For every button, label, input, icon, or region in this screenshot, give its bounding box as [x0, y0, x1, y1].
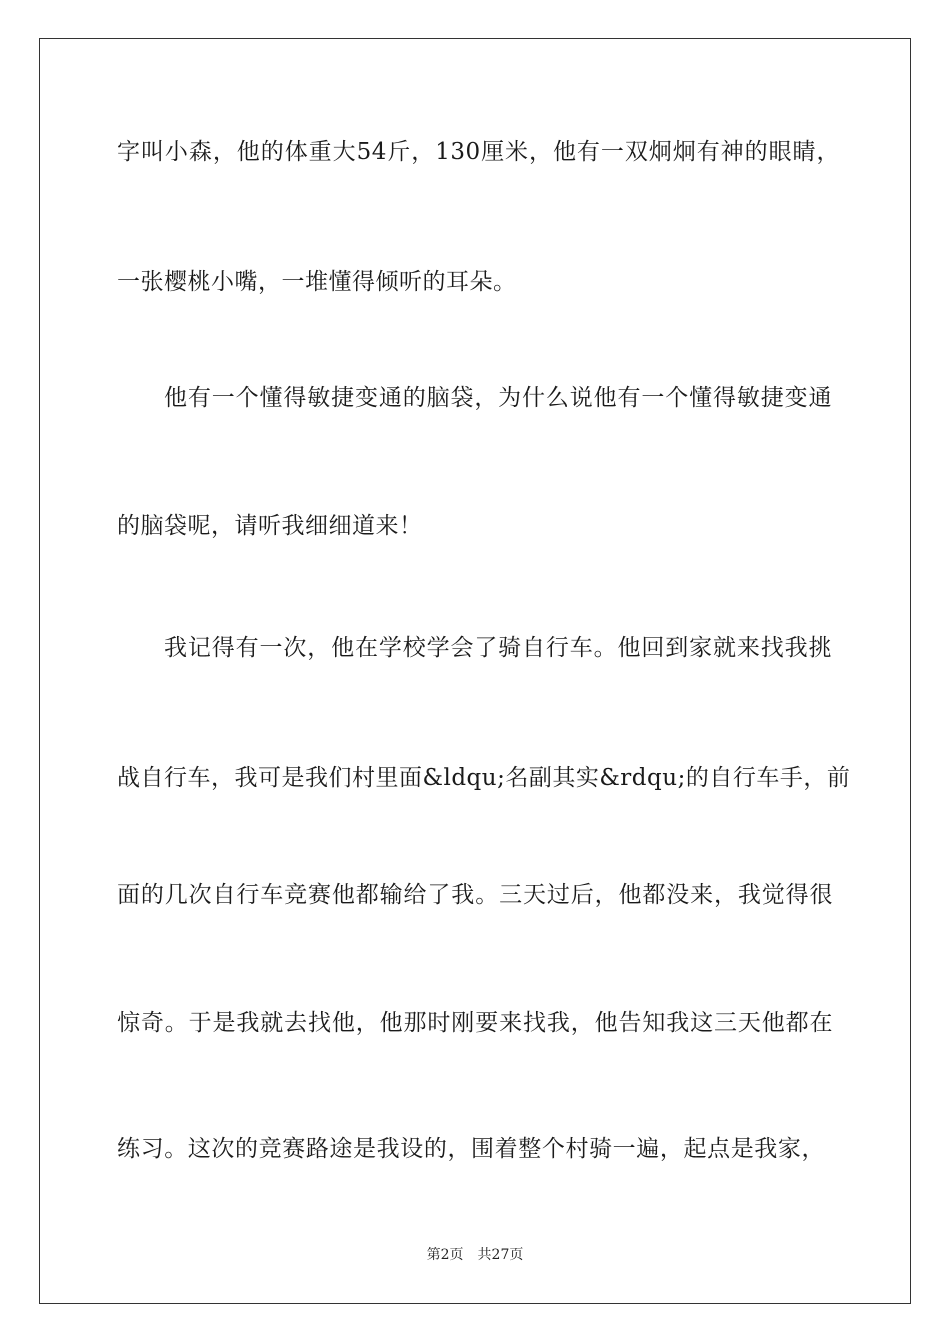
- text-line-6: 战自行车，我可是我们村里面&ldqu;名副其实&rdqu;的自行车手，前: [117, 765, 851, 791]
- page-border: [39, 38, 911, 1304]
- text-line-8: 惊奇。于是我就去找他，他那时刚要来找我，他告知我这三天他都在: [117, 1010, 833, 1036]
- page-footer: [0, 1246, 950, 1264]
- text-line-3: 他有一个懂得敏捷变通的脑袋，为什么说他有一个懂得敏捷变通: [164, 385, 832, 411]
- text-line-5: 我记得有一次，他在学校学会了骑自行车。他回到家就来找我挑: [164, 635, 832, 661]
- text-line-1: 字叫小森，他的体重大54斤，130厘米，他有一双炯炯有神的眼睛，: [117, 139, 840, 165]
- text-line-2: 一张樱桃小嘴，一堆懂得倾听的耳朵。: [117, 269, 517, 295]
- text-line-7: 面的几次自行车竞赛他都输给了我。三天过后，他都没来，我觉得很: [117, 882, 833, 908]
- text-line-4: 的脑袋呢，请听我细细道来！: [117, 513, 423, 539]
- text-line-9: 练习。这次的竞赛路途是我设的，围着整个村骑一遍，起点是我家，: [117, 1136, 825, 1162]
- page-number: 第2页: [426, 1247, 464, 1263]
- total-pages: 共27页: [477, 1247, 524, 1263]
